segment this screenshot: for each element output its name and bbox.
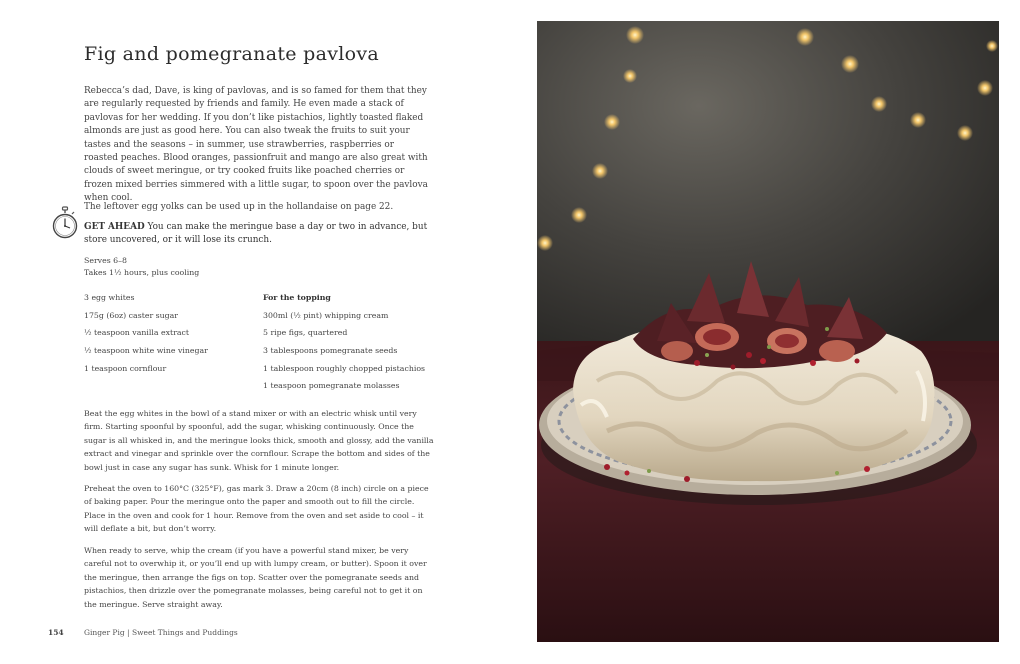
ingredient-item: ½ teaspoon vanilla extract (84, 328, 190, 338)
get-ahead-text: You can make the meringue base a day or two in advance, but store uncovered, or it will lose its crunch. (84, 222, 428, 246)
ingredients-topping (263, 292, 425, 398)
method-step: When ready to serve, whip the cream (if you have a powerful stand mixer, be very careful not to overwhip it, or you’ll end up with lumpy cream, or butter). Spoon it over the meringue, then arrange the figs on top. Scatter over the pomegranate seeds and pistachios, then drizzle over the pomegranate molasses, being careful not to get it on the meringue. Serve straight away. (84, 546, 427, 609)
ingredient-item: 1 teaspoon cornflour (84, 363, 167, 373)
method-step: Beat the egg whites in the bowl of a stand mixer or with an electric whisk until very firm. Starting spoonful by spoonful, add the sugar, whisking continuously. Once the sugar is all whisked in, and the meringue looks thick, smooth and glossy, add the vanilla extract and vinegar and sprinkle over the cornflour. Scrape the bottom and sides of the bowl just in case any sugar has sunk. Whisk for 1 minute longer. (84, 409, 434, 472)
ingredient-item: 1 tablespoon roughly chopped pistachios (263, 363, 426, 373)
serving-info (84, 255, 199, 279)
recipe-intro: Rebecca’s dad, Dave, is king of pavlovas, and is so famed for them that they are regularly requested by friends and family. He even made a stack of pavlovas for her wedding. If you don’t like pistachios, lightly toasted flaked almonds are just as good here. You can also tweak the fruits to suit your tastes and the seasons – in summer, use strawberries, raspberries or roasted peaches. Blood oranges, passionfruit and mango are also great with clouds of sweet meringue, or try cooked fruits like poached cherries or frozen mixed berries simmered with a little sugar, to spoon over the pavlova when cool. (84, 86, 428, 204)
method-step: Preheat the oven to 160°C (325°F), gas mark 3. Draw a 20cm (8 inch) circle on a piece of baking paper. Pour the meringue onto the paper and smooth out to fill the circle. Place in the oven and cook for 1 hour. Remove from the oven and set aside to cool – it will deflate a bit, but don’t worry. (84, 484, 429, 534)
topping-heading: For the topping (263, 293, 331, 302)
leftover-note: The leftover egg yolks can be used up in the hollandaise on page 22. (84, 202, 394, 212)
cooking-time: Takes 1½ hours, plus cooling (84, 268, 200, 277)
recipe-title: Fig and pomegranate pavlova (84, 43, 380, 65)
ingredient-item: 175g (6oz) caster sugar (84, 310, 179, 320)
ingredient-item: 3 tablespoons pomegranate seeds (263, 346, 398, 356)
ingredient-item: 1 teaspoon pomegranate molasses (263, 381, 400, 391)
pavlova-photo (537, 21, 999, 642)
get-ahead-label: GET AHEAD (84, 222, 145, 232)
get-ahead-note (84, 221, 429, 248)
ingredient-item: 3 egg whites (84, 293, 135, 302)
running-head: Ginger Pig | Sweet Things and Puddings (84, 628, 238, 637)
ingredient-item: 5 ripe figs, quartered (263, 328, 348, 338)
page-number: 154 (48, 628, 64, 637)
ingredient-item: 300ml (½ pint) whipping cream (263, 310, 389, 320)
ingredients-main (84, 292, 208, 380)
ingredient-item: ½ teaspoon white wine vinegar (84, 346, 208, 356)
serves: Serves 6–8 (84, 256, 128, 265)
stopwatch-icon (52, 206, 78, 240)
